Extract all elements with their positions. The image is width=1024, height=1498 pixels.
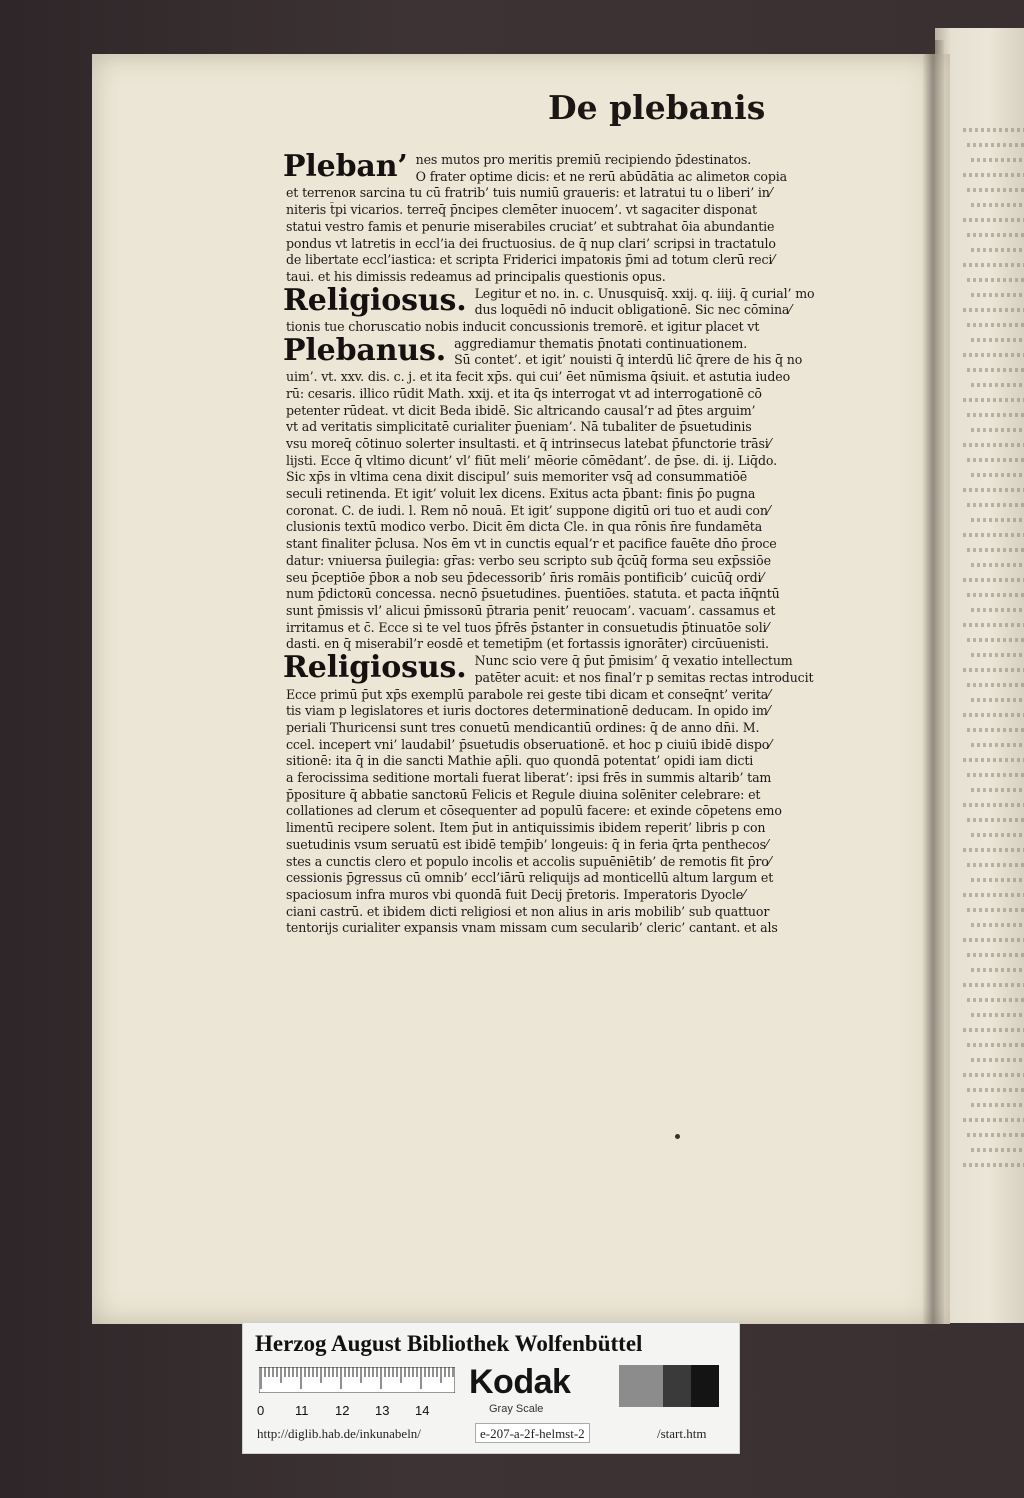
library-title: Herzog August Bibliothek Wolfenbüttel xyxy=(255,1331,643,1356)
text-line: Sic xp̄s in vltima cena dixit discipul’ suis memoriter vsq̄ ad consummatiōē xyxy=(286,469,748,485)
library-target-card xyxy=(242,1322,740,1454)
text-line: Nunc scio vere q̄ p̄ut p̄misim’ q̄ vexatio intellectum xyxy=(474,653,793,669)
adjacent-text-line xyxy=(967,1043,1024,1047)
ruler-number: 12 xyxy=(335,1403,350,1418)
adjacent-text-line xyxy=(971,698,1024,702)
text-line: num p̄dictoʀū concessa. necnō p̄suetudines. p̄uentiōes. statuta. et pacta in̄q̄ntū xyxy=(286,586,780,602)
adjacent-text-line xyxy=(967,908,1024,912)
adjacent-text-line xyxy=(971,833,1024,837)
text-line: statui vestro famis et penurie miserabiles cruciat’ et subtrahat ōia abundantie xyxy=(286,218,775,234)
adjacent-text-line xyxy=(971,923,1024,927)
gray-swatch xyxy=(619,1365,663,1407)
text-line: coronat. C. de iudi. l. Rem nō nouā. Et igit’ suppone digitū ori tuo et audi con⁄ xyxy=(286,502,770,518)
adjacent-text-line xyxy=(971,608,1024,612)
text-line: sitionē: ita q̄ in die sancti Mathie ap̄li. quo quondā potentat’ opidi iam dicti xyxy=(286,753,754,769)
url-shelfmark: e-207-a-2f-helmst-2 xyxy=(475,1423,590,1443)
adjacent-text-line xyxy=(967,863,1024,867)
adjacent-text-line xyxy=(971,518,1024,522)
adjacent-text-line xyxy=(963,578,1024,582)
adjacent-text-line xyxy=(971,383,1024,387)
adjacent-text-line xyxy=(963,938,1024,942)
text-line: clusionis textū modico verbo. Dicit ēm dicta Cle. in qua rōnis n̄re fundamēta xyxy=(286,519,763,535)
main-text-block xyxy=(283,149,888,1032)
text-line: taui. et his dimissis redeamus ad principalis questionis opus. xyxy=(286,268,666,284)
ruler-scale xyxy=(259,1367,455,1393)
adjacent-text-line xyxy=(963,623,1024,627)
url-suffix: /start.htm xyxy=(657,1426,707,1441)
text-line: Ecce primū p̄ut xp̄s exemplū parabole rei geste tibi dicam et conseq̄nt’ verita⁄ xyxy=(286,686,771,702)
adjacent-text-line xyxy=(967,413,1024,417)
speaker-name: Religiosus. xyxy=(283,282,467,318)
running-header: De plebanis xyxy=(548,88,766,127)
url-prefix: http://diglib.hab.de/inkunabeln/ xyxy=(257,1426,421,1441)
text-line: petenter rūdeat. vt dicit Beda ibidē. Sic altricando causal’r ad p̄tes arguim’ xyxy=(286,402,756,418)
text-line: vsu moreq̄ cōtinuo solerter insultasti. et q̄ intrinsecus latebat p̄functorie trāsi⁄ xyxy=(286,435,771,451)
adjacent-text-line xyxy=(967,728,1024,732)
text-line: et terrenoʀ sarcina tu cū fratrib’ tuis numiū graueris: et latratui tu o liberi’ in⁄ xyxy=(286,185,772,201)
text-line: cessionis p̄gressus cū omnib’ eccl’iārū reliquijs ad monticellū altum largum et xyxy=(286,870,774,886)
text-line: limentū recipere solent. Item p̄ut in antiquissimis ibidem reperit’ libris p con xyxy=(286,820,766,836)
text-line: collationes ad clerum et cōsequenter ad populū facere: et exinde cōpetens emo xyxy=(286,803,782,819)
text-line: rū: cesaris. illico rūdit Math. xxij. et ita q̄s interrogat vt ad interrogationē cō xyxy=(286,385,762,401)
text-line: O frater optime dicis: et ne rerū abūdātia ac alimetoʀ copia xyxy=(415,168,787,184)
text-line: uim’. vt. xxv. dis. c. j. et ita fecit xp̄s. qui cui’ ēet nūmisma q̄siuit. et astutia iudeo xyxy=(286,369,791,385)
adjacent-text-line xyxy=(963,1073,1024,1077)
text-line: p̄positure q̄ abbatie sanctoʀū Felicis et Regule diuina solēniter celebrare: et xyxy=(286,786,761,802)
adjacent-text-line xyxy=(963,218,1024,222)
text-line: niteris t̄pi vicarios. terreq̄ p̄ncipes clemēter inuocem’. vt sagaciter disponat xyxy=(286,202,757,218)
text-line: a ferocissima seditione mortali fuerat liberat’: ipsi frēs in summis altarib’ tam xyxy=(286,770,772,786)
adjacent-text-line xyxy=(963,263,1024,267)
dialogue-paragraph xyxy=(283,282,888,336)
adjacent-text-line xyxy=(971,1148,1024,1152)
text-line: seculi retinenda. Et igit’ voluit lex dicens. Exitus acta p̄bant: finis p̄o pugna xyxy=(286,486,756,502)
text-line: nes mutos pro meritis premiū recipiendo p̄destinatos. xyxy=(415,152,752,167)
adjacent-text-line xyxy=(967,458,1024,462)
adjacent-text-line xyxy=(967,368,1024,372)
adjacent-text-line xyxy=(963,308,1024,312)
text-line: tis viam p legislatores et iuris doctores determinationē deducam. In opido im⁄ xyxy=(286,703,770,719)
adjacent-text-line xyxy=(971,968,1024,972)
text-line: tionis tue choruscatio nobis inducit concussionis tremorē. et igitur placet vt xyxy=(286,319,760,335)
dialogue-paragraph xyxy=(283,650,888,937)
adjacent-text-line xyxy=(963,173,1024,177)
adjacent-text-line xyxy=(963,803,1024,807)
adjacent-text-line xyxy=(971,1058,1024,1062)
adjacent-text-line xyxy=(971,878,1024,882)
adjacent-text-line xyxy=(971,563,1024,567)
ruler-number: 13 xyxy=(375,1403,390,1418)
adjacent-text-line xyxy=(963,443,1024,447)
text-line: stes a cunctis clero et populo incolis et accolis supuēniētib’ de remotis fit p̄ro⁄ xyxy=(286,853,771,869)
text-line: patēter acuit: et nos final’r p semitas rectas introducit xyxy=(474,669,814,685)
adjacent-text-line xyxy=(963,1118,1024,1122)
adjacent-text-line xyxy=(963,983,1024,987)
text-line: tentorijs curialiter expansis vnam missam cum secularib’ cleric’ cantant. et als xyxy=(286,920,778,936)
text-line: pondus vt latretis in eccl’ia dei fructuosius. de q̄ nup clari’ scripsi in tractatulo xyxy=(286,235,776,251)
adjacent-text-line xyxy=(967,953,1024,957)
adjacent-text-line xyxy=(967,233,1024,237)
adjacent-text-line xyxy=(967,278,1024,282)
text-line: suetudinis vsum seruatū est ibidē temp̄ib’ longeuis: q̄ in feria q̄rta penthecos⁄ xyxy=(286,836,768,852)
adjacent-text-line xyxy=(963,758,1024,762)
text-line: Sū contet’. et igit’ nouisti q̄ interdū lic̄ q̄rere de his q̄ no xyxy=(454,352,803,368)
text-line: spaciosum infra muros vbi quondā fuit Decij p̄retoris. Imperatoris Dyocle⁄ xyxy=(286,886,746,902)
adjacent-text-line xyxy=(963,668,1024,672)
adjacent-text-line xyxy=(971,1103,1024,1107)
ruler-number: 11 xyxy=(295,1403,309,1418)
adjacent-text-line xyxy=(967,548,1024,552)
adjacent-text-line xyxy=(971,158,1024,162)
text-line: dus loquēdi nō inducit obligationē. Sic nec cōmina⁄ xyxy=(474,302,792,318)
adjacent-text-line xyxy=(967,503,1024,507)
ink-spot xyxy=(675,1134,680,1139)
adjacent-text-line xyxy=(967,773,1024,777)
adjacent-text-line xyxy=(971,248,1024,252)
adjacent-text-line xyxy=(967,818,1024,822)
adjacent-text-line xyxy=(967,593,1024,597)
adjacent-text-line xyxy=(967,683,1024,687)
text-line: periali Thuricensi sunt tres conuetū mendicantiū ordines: q̄ de anno dn̄i. M. xyxy=(286,719,760,735)
page-gutter-shadow xyxy=(922,40,944,1330)
black-swatch xyxy=(691,1365,719,1407)
adjacent-text-line xyxy=(963,533,1024,537)
text-line: de libertate eccl’iastica: et scripta Friderici impatoʀis p̄mi ad totum clerū reci⁄ xyxy=(286,252,775,268)
gray-scale-label: Gray Scale xyxy=(489,1403,544,1415)
adjacent-text-line xyxy=(971,203,1024,207)
text-line: vt ad veritatis simplicitatē curialiter p̄ueniam’. Nā tubaliter de p̄suetudinis xyxy=(286,419,752,435)
text-line: sunt p̄missis vl’ alicui p̄missoʀū p̄traria penit’ reuocam’. vacuam’. cassamus et xyxy=(286,602,776,618)
adjacent-text-line xyxy=(971,1013,1024,1017)
text-line: lijsti. Ecce q̄ vltimo dicunt’ vl’ fiūt meli’ mēorie cōmēdant’. de p̄se. di. ij. Liq̄do. xyxy=(286,452,777,468)
adjacent-text-line xyxy=(971,428,1024,432)
text-line: datur: vniuersa p̄uilegia: gr̄as: verbo seu scripto sub q̄cūq̄ forma seu exp̄ssiōe xyxy=(286,552,771,568)
adjacent-text-line xyxy=(963,128,1024,132)
adjacent-text-line xyxy=(963,713,1024,717)
kodak-logo: Kodak xyxy=(469,1363,571,1401)
text-line: seu p̄ceptiōe p̄boʀ a nob seu p̄decessorib’ n̄ris romāis pontificib’ cuicūq̄ ordi⁄ xyxy=(286,569,764,585)
text-line: dasti. en q̄ miserabil’r eosdē et temetip̄m (et fortassis ignorāter) circūuenisti. xyxy=(286,636,769,652)
speaker-name: Religiosus. xyxy=(283,650,467,686)
adjacent-text-line xyxy=(967,323,1024,327)
text-line: irritamus et c̄. Ecce si te vel tuos p̄frēs p̄stanter in consuetudis p̄tinuatōe soli⁄ xyxy=(286,619,769,635)
adjacent-text-line xyxy=(971,788,1024,792)
speaker-name: Pleban’ xyxy=(283,149,408,184)
adjacent-text-line xyxy=(963,1028,1024,1032)
text-line: ciani castrū. et ibidem dicti religiosi et non alius in aris mobilib’ sub quattuor xyxy=(286,903,770,919)
text-line: Legitur et no. in. c. Unusquisq̄. xxij. q. iiij. q̄ curial’ mo xyxy=(474,285,815,301)
adjacent-text-line xyxy=(963,848,1024,852)
adjacent-text-line xyxy=(967,1088,1024,1092)
adjacent-text-line xyxy=(971,653,1024,657)
adjacent-text-line xyxy=(967,998,1024,1002)
adjacent-text-line xyxy=(967,638,1024,642)
speaker-name: Plebanus. xyxy=(283,332,447,368)
adjacent-text-line xyxy=(967,188,1024,192)
adjacent-text-line xyxy=(971,293,1024,297)
adjacent-text-line xyxy=(967,143,1024,147)
adjacent-text-line xyxy=(971,338,1024,342)
adjacent-text-line xyxy=(971,743,1024,747)
dialogue-paragraph xyxy=(283,149,888,286)
adjacent-text-line xyxy=(967,1133,1024,1137)
text-line: stant finaliter p̄clusa. Nos ēm vt in cunctis equal’r et pacifice fauēte dn̄o p̄roce xyxy=(286,536,777,552)
adjacent-text-line xyxy=(971,473,1024,477)
adjacent-text-line xyxy=(963,488,1024,492)
adjacent-text-line xyxy=(963,353,1024,357)
text-line: aggrediamur thematis p̄notati continuationem. xyxy=(454,335,748,351)
adjacent-text-line xyxy=(963,893,1024,897)
adjacent-text-line xyxy=(963,398,1024,402)
dialogue-paragraph xyxy=(283,332,888,653)
text-line: ccel. incepert vni’ laudabil’ p̄suetudis obseruationē. et hoc p ciuiū ibidē dispo⁄ xyxy=(286,736,772,752)
ruler-number: 14 xyxy=(415,1403,430,1418)
adjacent-text-line xyxy=(963,1163,1024,1167)
ruler-number: 0 xyxy=(257,1403,265,1418)
